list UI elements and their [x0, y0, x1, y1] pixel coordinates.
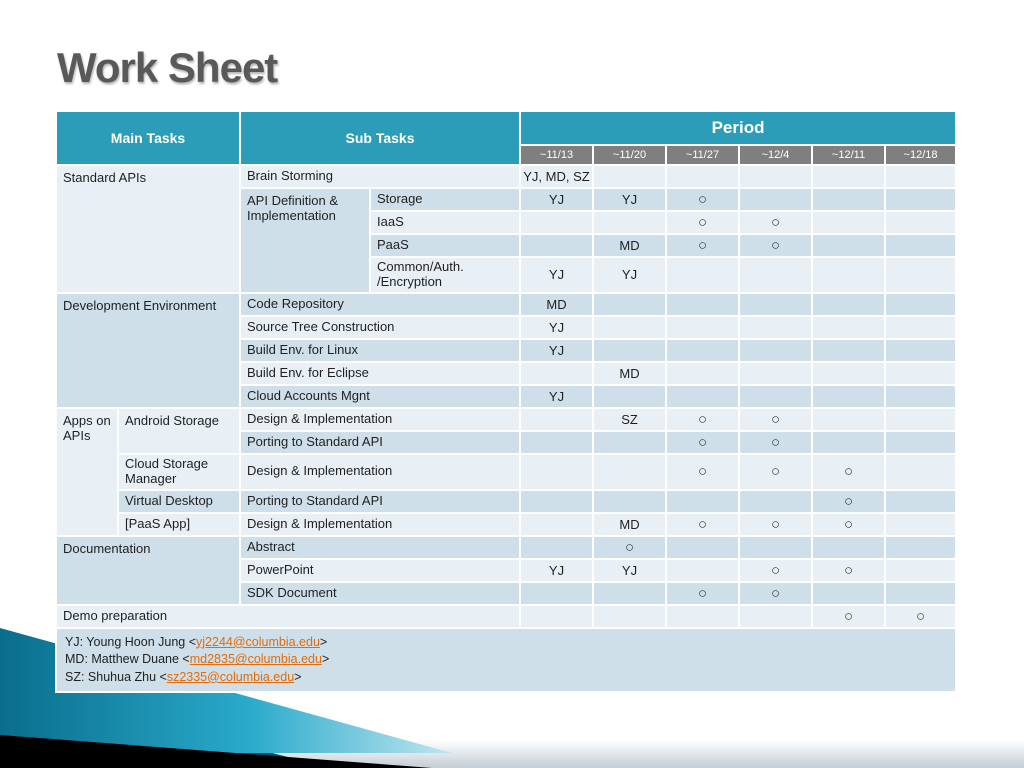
task-label-cell: Build Env. for Eclipse	[240, 362, 520, 385]
empty-cell	[739, 536, 812, 559]
schedule-circle-cell: ○	[739, 431, 812, 454]
task-label-cell: Demo preparation	[56, 605, 520, 628]
empty-cell	[666, 339, 739, 362]
task-label-cell: PowerPoint	[240, 559, 520, 582]
empty-cell	[885, 234, 956, 257]
table-row	[56, 165, 956, 188]
empty-cell	[885, 385, 956, 408]
empty-cell	[593, 339, 666, 362]
task-label-cell: Design & Implementation	[240, 513, 520, 536]
email-link[interactable]: sz2335@columbia.edu	[166, 669, 295, 684]
schedule-circle-cell: ○	[812, 513, 885, 536]
empty-cell	[812, 408, 885, 431]
empty-cell	[520, 234, 593, 257]
empty-cell	[520, 408, 593, 431]
schedule-circle-cell: ○	[739, 211, 812, 234]
empty-cell	[666, 490, 739, 513]
assignee-cell: MD	[593, 234, 666, 257]
legend-line: MD: Matthew Duane <md2835@columbia.edu>	[65, 652, 330, 667]
empty-cell	[593, 385, 666, 408]
empty-cell	[812, 536, 885, 559]
empty-cell	[885, 211, 956, 234]
schedule-circle-cell: ○	[739, 513, 812, 536]
empty-cell	[666, 293, 739, 316]
table-row	[56, 293, 956, 316]
assignee-cell: YJ	[520, 188, 593, 211]
email-link[interactable]: yj2244@columbia.edu	[196, 634, 320, 649]
task-label-cell: Brain Storming	[240, 165, 520, 188]
empty-cell	[666, 316, 739, 339]
empty-cell	[739, 385, 812, 408]
schedule-circle-cell: ○	[666, 582, 739, 605]
empty-cell	[520, 490, 593, 513]
assignee-cell: YJ	[593, 188, 666, 211]
schedule-circle-cell: ○	[666, 513, 739, 536]
empty-cell	[666, 605, 739, 628]
table-header	[56, 111, 956, 165]
empty-cell	[885, 454, 956, 490]
sub-tasks-header: Sub Tasks	[240, 111, 520, 165]
task-label-cell: SDK Document	[240, 582, 520, 605]
empty-cell	[739, 165, 812, 188]
empty-cell	[812, 339, 885, 362]
task-label-cell: Porting to Standard API	[240, 431, 520, 454]
schedule-circle-cell: ○	[739, 234, 812, 257]
empty-cell	[593, 211, 666, 234]
empty-cell	[739, 188, 812, 211]
task-label-cell: Documentation	[56, 536, 240, 605]
task-label-cell: API Definition & Implementation	[240, 188, 370, 293]
empty-cell	[520, 513, 593, 536]
empty-cell	[739, 293, 812, 316]
schedule-circle-cell: ○	[593, 536, 666, 559]
task-label-cell: Build Env. for Linux	[240, 339, 520, 362]
assignee-cell: MD	[520, 293, 593, 316]
table-row	[56, 490, 956, 513]
empty-cell	[885, 293, 956, 316]
empty-cell	[812, 257, 885, 293]
assignee-cell: YJ	[593, 257, 666, 293]
empty-cell	[666, 362, 739, 385]
schedule-circle-cell: ○	[666, 431, 739, 454]
empty-cell	[812, 188, 885, 211]
schedule-circle-cell: ○	[739, 454, 812, 490]
assignee-cell: YJ	[520, 385, 593, 408]
empty-cell	[885, 188, 956, 211]
empty-cell	[885, 490, 956, 513]
period-column-header: ~11/13	[520, 145, 593, 165]
schedule-circle-cell: ○	[885, 605, 956, 628]
empty-cell	[739, 605, 812, 628]
empty-cell	[520, 605, 593, 628]
schedule-circle-cell: ○	[666, 454, 739, 490]
empty-cell	[812, 385, 885, 408]
table-row	[56, 605, 956, 628]
empty-cell	[520, 211, 593, 234]
assignee-cell: YJ, MD, SZ	[520, 165, 593, 188]
task-label-cell: Apps on APIs	[56, 408, 118, 536]
table-row	[56, 454, 956, 490]
empty-cell	[593, 582, 666, 605]
task-label-cell: IaaS	[370, 211, 520, 234]
period-column-header: ~12/11	[812, 145, 885, 165]
empty-cell	[812, 165, 885, 188]
assignee-cell: YJ	[520, 316, 593, 339]
legend-line: YJ: Young Hoon Jung <yj2244@columbia.edu>	[65, 634, 328, 649]
task-label-cell: Design & Implementation	[240, 408, 520, 431]
empty-cell	[520, 362, 593, 385]
schedule-circle-cell: ○	[812, 490, 885, 513]
empty-cell	[666, 385, 739, 408]
empty-cell	[739, 490, 812, 513]
worksheet-table	[55, 110, 957, 693]
empty-cell	[885, 316, 956, 339]
empty-cell	[885, 536, 956, 559]
task-label-cell: Common/Auth. /Encryption	[370, 257, 520, 293]
worksheet-body	[56, 165, 956, 692]
task-label-cell: Code Repository	[240, 293, 520, 316]
table-row	[56, 536, 956, 559]
legend-cell	[56, 628, 956, 693]
empty-cell	[812, 582, 885, 605]
schedule-circle-cell: ○	[666, 408, 739, 431]
header-row	[56, 111, 956, 145]
task-label-cell: Source Tree Construction	[240, 316, 520, 339]
empty-cell	[593, 316, 666, 339]
legend-line: SZ: Shuhua Zhu <sz2335@columbia.edu>	[65, 669, 302, 684]
empty-cell	[666, 559, 739, 582]
task-label-cell: Design & Implementation	[240, 454, 520, 490]
assignee-cell: SZ	[593, 408, 666, 431]
empty-cell	[885, 559, 956, 582]
empty-cell	[593, 454, 666, 490]
empty-cell	[885, 339, 956, 362]
empty-cell	[666, 257, 739, 293]
schedule-circle-cell: ○	[739, 559, 812, 582]
empty-cell	[885, 165, 956, 188]
empty-cell	[885, 431, 956, 454]
task-label-cell: Virtual Desktop	[118, 490, 240, 513]
empty-cell	[593, 431, 666, 454]
empty-cell	[520, 536, 593, 559]
period-column-header: ~11/20	[593, 145, 666, 165]
empty-cell	[739, 316, 812, 339]
schedule-circle-cell: ○	[666, 211, 739, 234]
empty-cell	[739, 362, 812, 385]
empty-cell	[885, 257, 956, 293]
task-label-cell: [PaaS App]	[118, 513, 240, 536]
empty-cell	[812, 431, 885, 454]
main-tasks-header: Main Tasks	[56, 111, 240, 165]
schedule-circle-cell: ○	[812, 605, 885, 628]
empty-cell	[593, 293, 666, 316]
schedule-circle-cell: ○	[812, 559, 885, 582]
empty-cell	[812, 293, 885, 316]
assignee-cell: YJ	[520, 559, 593, 582]
assignee-cell: YJ	[520, 339, 593, 362]
legend-row	[56, 628, 956, 693]
period-header: Period	[520, 111, 956, 145]
empty-cell	[812, 316, 885, 339]
empty-cell	[593, 165, 666, 188]
task-label-cell: Abstract	[240, 536, 520, 559]
empty-cell	[812, 211, 885, 234]
assignee-cell: YJ	[520, 257, 593, 293]
period-column-header: ~12/4	[739, 145, 812, 165]
schedule-circle-cell: ○	[666, 188, 739, 211]
period-column-header: ~12/18	[885, 145, 956, 165]
task-label-cell: Android Storage	[118, 408, 240, 454]
empty-cell	[520, 582, 593, 605]
period-column-header: ~11/27	[666, 145, 739, 165]
empty-cell	[885, 408, 956, 431]
empty-cell	[885, 513, 956, 536]
task-label-cell: Cloud Accounts Mgnt	[240, 385, 520, 408]
schedule-circle-cell: ○	[739, 582, 812, 605]
empty-cell	[812, 234, 885, 257]
empty-cell	[666, 536, 739, 559]
task-label-cell: Storage	[370, 188, 520, 211]
assignee-cell: MD	[593, 513, 666, 536]
empty-cell	[739, 257, 812, 293]
empty-cell	[739, 339, 812, 362]
task-label-cell: PaaS	[370, 234, 520, 257]
slide-title: Work Sheet	[57, 44, 278, 91]
schedule-circle-cell: ○	[666, 234, 739, 257]
empty-cell	[520, 454, 593, 490]
empty-cell	[666, 165, 739, 188]
schedule-circle-cell: ○	[739, 408, 812, 431]
task-label-cell: Development Environment	[56, 293, 240, 408]
assignee-cell: YJ	[593, 559, 666, 582]
empty-cell	[593, 490, 666, 513]
empty-cell	[593, 605, 666, 628]
empty-cell	[885, 582, 956, 605]
empty-cell	[520, 431, 593, 454]
task-label-cell: Standard APIs	[56, 165, 240, 293]
empty-cell	[885, 362, 956, 385]
table-row	[56, 513, 956, 536]
task-label-cell: Porting to Standard API	[240, 490, 520, 513]
email-link[interactable]: md2835@columbia.edu	[189, 652, 322, 667]
assignee-cell: MD	[593, 362, 666, 385]
task-label-cell: Cloud Storage Manager	[118, 454, 240, 490]
schedule-circle-cell: ○	[812, 454, 885, 490]
empty-cell	[812, 362, 885, 385]
table-row	[56, 408, 956, 431]
